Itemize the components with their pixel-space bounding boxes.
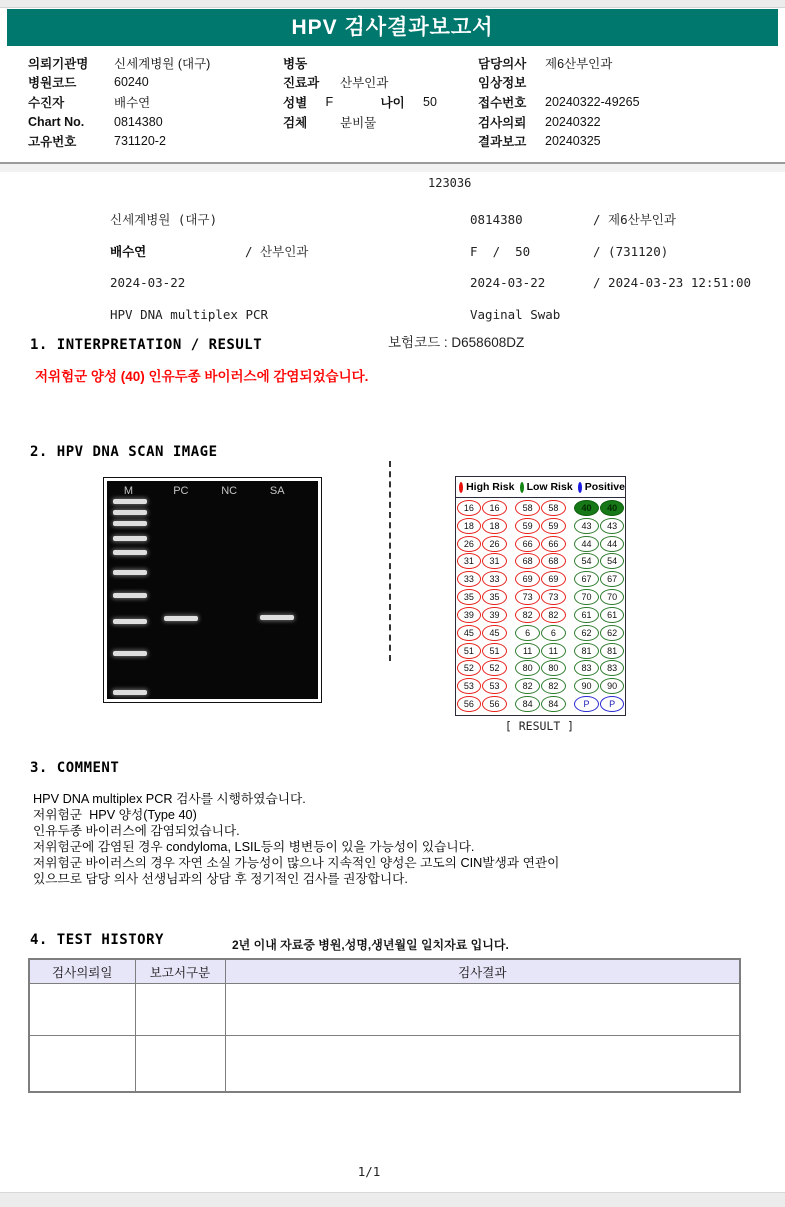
hpv-type-spot: 67 (574, 571, 599, 587)
comment-line: HPV DNA multiplex PCR 검사를 시행하였습니다. (33, 792, 306, 806)
comment-line: 저위험군 바이러스의 경우 자연 소실 가능성이 많으나 지속적인 양성은 고도의 CIN발생과 연관이 (33, 855, 560, 870)
field-value: 50 (423, 94, 437, 109)
hpv-type-spot: 53 (457, 678, 482, 694)
hpv-type-spot: 31 (482, 553, 507, 569)
document-number: 123036 (428, 176, 472, 190)
hpv-type-spot: 69 (541, 571, 566, 587)
hpv-type-spot: 56 (482, 696, 507, 712)
info-row (283, 92, 478, 112)
table-cell (29, 984, 135, 1036)
field-value: 20240322-49265 (545, 94, 640, 109)
hpv-type-spot: 82 (515, 678, 540, 694)
hpv-type-spot: 43 (574, 518, 599, 534)
chip-row (456, 643, 625, 659)
insurance-code: 보험코드 : D658608DZ (388, 335, 525, 350)
hpv-type-spot: 54 (574, 553, 599, 569)
hpv-type-spot: 66 (515, 536, 540, 552)
hpv-type-spot: 31 (457, 553, 482, 569)
gel-marker-band (113, 690, 147, 695)
legend-dot (459, 482, 463, 493)
chip-grid (456, 498, 625, 714)
page-number: 1/1 (357, 1164, 381, 1179)
hpv-type-spot: 58 (515, 500, 540, 516)
col-header-result: 검사결과 (225, 959, 740, 984)
hpv-type-spot: 51 (457, 643, 482, 659)
section-title-scan-image: 2. HPV DNA SCAN IMAGE (30, 444, 218, 460)
info-row (28, 131, 283, 151)
field-label: 검체 (283, 115, 308, 130)
hpv-type-spot: 56 (457, 696, 482, 712)
hpv-type-spot: 68 (515, 553, 540, 569)
summary-right: / (731120) (593, 243, 669, 259)
info-column-left (28, 53, 283, 151)
table-row (29, 1036, 740, 1093)
hpv-type-spot: 73 (541, 589, 566, 605)
table-cell (29, 1036, 135, 1093)
hpv-type-spot: 61 (600, 607, 625, 623)
result-text: 저위험군 양성 (40) 인유두종 바이러스에 감염되었습니다. (35, 369, 369, 384)
info-row (28, 92, 283, 112)
field-label: 검사의뢰 (478, 115, 527, 130)
chip-row (456, 571, 625, 587)
history-note: 2년 이내 자료중 병원,성명,생년월일 일치자료 입니다. (232, 938, 509, 952)
legend-label: Positive (584, 481, 625, 493)
patient-summary (110, 212, 751, 338)
info-row (478, 53, 778, 73)
gel-image-frame (103, 477, 322, 703)
hpv-type-spot: 82 (515, 607, 540, 623)
field-value: 산부인과 (340, 76, 389, 91)
field-label: 의뢰기관명 (28, 56, 89, 71)
hpv-type-spot: P (574, 696, 599, 712)
hpv-type-spot: 11 (541, 643, 566, 659)
field-label: 진료과 (283, 76, 320, 91)
hpv-type-spot: 82 (541, 678, 566, 694)
report-title-banner (7, 9, 778, 46)
summary-left: 신세계병원 (대구) (110, 212, 218, 227)
legend-label: Low Risk (526, 481, 573, 493)
hpv-type-spot: 40 (574, 500, 599, 516)
dashed-divider (389, 461, 391, 661)
gel-marker-band (113, 536, 147, 541)
field-label: 병동 (283, 56, 308, 71)
field-value: 60240 (114, 75, 149, 90)
col-header-request-date: 검사의뢰일 (29, 959, 135, 984)
table-cell (225, 984, 740, 1036)
field-label: 나이 (380, 95, 405, 110)
hpv-type-spot: 83 (574, 660, 599, 676)
hpv-type-spot: P (600, 696, 625, 712)
hpv-type-spot: 45 (457, 625, 482, 641)
hpv-type-spot: 54 (600, 553, 625, 569)
hpv-type-spot: 67 (600, 571, 625, 587)
field-value: 731120-2 (114, 134, 166, 149)
hpv-type-spot: 43 (600, 518, 625, 534)
hpv-type-spot: 35 (482, 589, 507, 605)
chip-legend (456, 477, 625, 498)
comment-line: 인유두종 바이러스에 감염되었습니다. (33, 823, 240, 838)
info-row (478, 112, 778, 132)
hpv-type-spot: 16 (482, 500, 507, 516)
hpv-type-spot: 59 (515, 518, 540, 534)
hpv-type-spot: 80 (541, 660, 566, 676)
hpv-type-spot: 40 (600, 500, 625, 516)
chip-row (456, 500, 625, 516)
hpv-type-spot: 81 (574, 643, 599, 659)
gel-marker-band (113, 550, 147, 555)
hpv-type-spot: 62 (600, 625, 625, 641)
hpv-type-spot: 70 (574, 589, 599, 605)
chip-row (456, 607, 625, 623)
summary-mid: 0814380 (470, 212, 523, 227)
field-label: 결과보고 (478, 135, 527, 150)
gel-marker-band (113, 593, 147, 598)
field-value: 배수연 (114, 95, 151, 110)
hpv-type-spot: 33 (457, 571, 482, 587)
gel-lane-label: SA (269, 485, 285, 497)
gel-area (107, 481, 318, 699)
field-label: 병원코드 (28, 76, 77, 91)
chip-row (456, 589, 625, 605)
hpv-type-spot: 81 (600, 643, 625, 659)
chip-row (456, 696, 625, 712)
section-title-comment: 3. COMMENT (30, 760, 120, 776)
hpv-type-spot: 33 (482, 571, 507, 587)
page-margin-top (0, 0, 785, 8)
gel-lane-label: PC (173, 485, 189, 497)
table-header-row (29, 959, 740, 984)
info-row (478, 92, 778, 112)
info-row (28, 73, 283, 93)
summary-left: 2024-03-22 (110, 275, 186, 291)
field-value: 분비물 (340, 115, 377, 130)
col-header-report-type: 보고서구분 (135, 959, 225, 984)
info-row (478, 131, 778, 151)
field-label: 접수번호 (478, 95, 527, 110)
result-caption: [ RESULT ] (504, 719, 575, 733)
hpv-type-spot: 58 (541, 500, 566, 516)
gel-marker-band (113, 570, 147, 575)
hpv-type-spot: 16 (457, 500, 482, 516)
field-label: 수진자 (28, 95, 65, 110)
summary-right: / 제6산부인과 (593, 212, 676, 227)
hpv-type-spot: 18 (457, 518, 482, 534)
table-cell (225, 1036, 740, 1093)
test-history-table (28, 958, 741, 1093)
hpv-type-spot: 52 (457, 660, 482, 676)
comment-line: 있으므로 담당 의사 선생님과의 상담 후 정기적인 검사를 권장합니다. (33, 871, 408, 886)
info-column-right (478, 53, 778, 151)
info-row (478, 73, 778, 93)
field-value: 0814380 (114, 114, 163, 129)
info-row (28, 112, 283, 132)
hpv-type-spot: 26 (457, 536, 482, 552)
summary-left: 배수연 (110, 243, 147, 259)
hpv-type-spot: 51 (482, 643, 507, 659)
chip-row (456, 553, 625, 569)
comment-line: 저위험군 HPV 양성(Type 40) (33, 807, 197, 822)
hpv-type-spot: 80 (515, 660, 540, 676)
hpv-type-spot: 68 (541, 553, 566, 569)
field-value: 20240322 (545, 114, 601, 129)
hpv-type-spot: 62 (574, 625, 599, 641)
hpv-type-spot: 44 (600, 536, 625, 552)
hpv-type-spot: 83 (600, 660, 625, 676)
hpv-type-spot: 90 (574, 678, 599, 694)
field-label: 담당의사 (478, 56, 527, 71)
gel-marker-band (113, 651, 147, 656)
report-title: HPV 검사결과보고서 (291, 16, 494, 39)
hpv-chip-panel (455, 476, 626, 716)
info-row (283, 53, 478, 73)
gel-marker-band (113, 499, 147, 504)
hpv-type-spot: 66 (541, 536, 566, 552)
summary-mid: Vaginal Swab (470, 306, 561, 322)
page-margin-bottom (0, 1192, 785, 1207)
gel-marker-band (113, 521, 147, 526)
hpv-type-spot: 84 (541, 696, 566, 712)
hpv-type-spot: 90 (600, 678, 625, 694)
hpv-type-spot: 39 (457, 607, 482, 623)
hpv-type-spot: 59 (541, 518, 566, 534)
hpv-type-spot: 69 (515, 571, 540, 587)
summary-right: / 2024-03-23 12:51:00 (593, 275, 752, 291)
legend-dot (520, 482, 524, 493)
chip-row (456, 678, 625, 694)
gel-lane-label: M (123, 485, 134, 497)
field-value: 신세계병원 (대구) (114, 56, 211, 71)
hpv-type-spot: 45 (482, 625, 507, 641)
comment-line: 저위험군에 감염된 경우 condyloma, LSIL등의 병변등이 있을 가능성이 있습니다. (33, 839, 475, 854)
gel-lane-label: NC (221, 485, 238, 497)
field-label: 임상정보 (478, 76, 527, 91)
hpv-type-spot: 44 (574, 536, 599, 552)
chip-row (456, 536, 625, 552)
hpv-type-spot: 82 (541, 607, 566, 623)
hpv-type-spot: 26 (482, 536, 507, 552)
info-column-middle (283, 53, 478, 131)
chip-row (456, 625, 625, 641)
hpv-type-spot: 39 (482, 607, 507, 623)
field-label: 성별 (283, 95, 308, 110)
info-row (283, 112, 478, 132)
chip-row (456, 518, 625, 534)
hpv-type-spot: 6 (541, 625, 566, 641)
summary-mid: F / 50 (470, 243, 531, 259)
hpv-type-spot: 70 (600, 589, 625, 605)
hpv-type-spot: 53 (482, 678, 507, 694)
field-label: Chart No. (28, 114, 85, 129)
hpv-type-spot: 61 (574, 607, 599, 623)
table-cell (135, 984, 225, 1036)
summary-mid: 2024-03-22 (470, 275, 546, 291)
info-row (283, 73, 478, 93)
table-row (29, 984, 740, 1036)
summary-left: HPV DNA multiplex PCR (110, 306, 269, 322)
hpv-type-spot: 11 (515, 643, 540, 659)
gel-sample-band (164, 616, 198, 621)
hpv-type-spot: 6 (515, 625, 540, 641)
comment-block (33, 792, 758, 887)
chip-row (456, 660, 625, 676)
section-title-interpretation: 1. INTERPRETATION / RESULT (30, 337, 263, 353)
section-title-test-history: 4. TEST HISTORY (30, 932, 164, 948)
field-value: 20240325 (545, 134, 601, 149)
hpv-type-spot: 18 (482, 518, 507, 534)
info-row (28, 53, 283, 73)
hpv-type-spot: 52 (482, 660, 507, 676)
legend-dot (578, 482, 582, 493)
hpv-type-spot: 73 (515, 589, 540, 605)
field-label: 고유번호 (28, 135, 77, 150)
hpv-type-spot: 35 (457, 589, 482, 605)
table-cell (135, 1036, 225, 1093)
legend-label: High Risk (466, 481, 515, 493)
field-value: F (325, 94, 334, 109)
section-divider (0, 162, 785, 172)
summary-left2: / 산부인과 (245, 243, 309, 259)
field-value: 제6산부인과 (545, 56, 613, 71)
gel-marker-band (113, 510, 147, 515)
hpv-type-spot: 84 (515, 696, 540, 712)
gel-sample-band (260, 615, 294, 620)
gel-marker-band (113, 619, 147, 624)
